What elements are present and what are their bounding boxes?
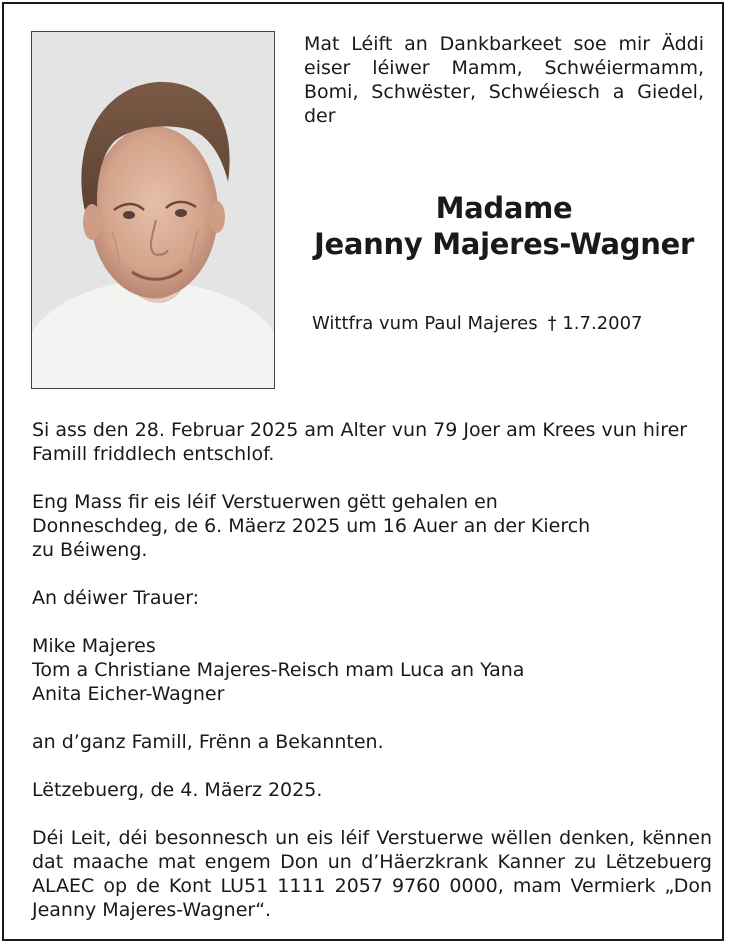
spouse-death-date: † 1.7.2007 <box>547 313 643 334</box>
portrait-photo <box>31 31 275 389</box>
widow-text: Wittfra vum Paul Majeres <box>312 313 538 334</box>
notice-body <box>32 418 712 946</box>
mourners-intro: An déiwer Trauer: <box>32 587 200 609</box>
deceased-title: Madame <box>435 191 573 225</box>
family-line: an d’ganz Famill, Frënn a Bekannten. <box>32 731 384 753</box>
mourners-list <box>32 634 712 706</box>
mass-line-2: Donneschdeg, de 6. Mäerz 2025 um 16 Auer an der Kierch <box>32 515 591 537</box>
deceased-name-block <box>304 190 704 262</box>
deceased-name: Jeanny Majeres-Wagner <box>314 227 694 261</box>
mourner-name: Mike Majeres <box>32 635 156 657</box>
place-date: Lëtzebuerg, de 4. Mäerz 2025. <box>32 779 323 801</box>
donation-notice: Déi Leit, déi besonnesch un eis léif Verstuerwe wëllen denken, kënnen dat maache mat engem Don un d’Häerzkrank Kanner zu Lëtzebuerg ALAEC op de Kont LU51 1111 2057 9760 0000, mam Vermierk „Don Jeanny Majeres-Wagner“. <box>32 827 712 921</box>
mass-line-1: Eng Mass fir eis léif Verstuerwen gëtt gehalen en <box>32 491 498 513</box>
intro-text: Mat Léift an Dankbarkeet soe mir Äddi eiser léiwer Mamm, Schwéiermamm, Bomi, Schwëster, Schwéiesch a Giedel, der <box>304 33 704 127</box>
mourner-name: Anita Eicher-Wagner <box>32 683 225 705</box>
mass-announcement <box>32 490 712 562</box>
mourner-name: Tom a Christiane Majeres-Reisch mam Luca an Yana <box>32 659 525 681</box>
widow-line <box>312 312 704 336</box>
mass-line-3: zu Béiweng. <box>32 539 148 561</box>
portrait-illustration <box>32 32 274 388</box>
death-notice: Si ass den 28. Februar 2025 am Alter vun 79 Joer am Krees vun hirer Famill friddlech entschlof. <box>32 419 688 465</box>
obituary-notice <box>2 2 724 941</box>
